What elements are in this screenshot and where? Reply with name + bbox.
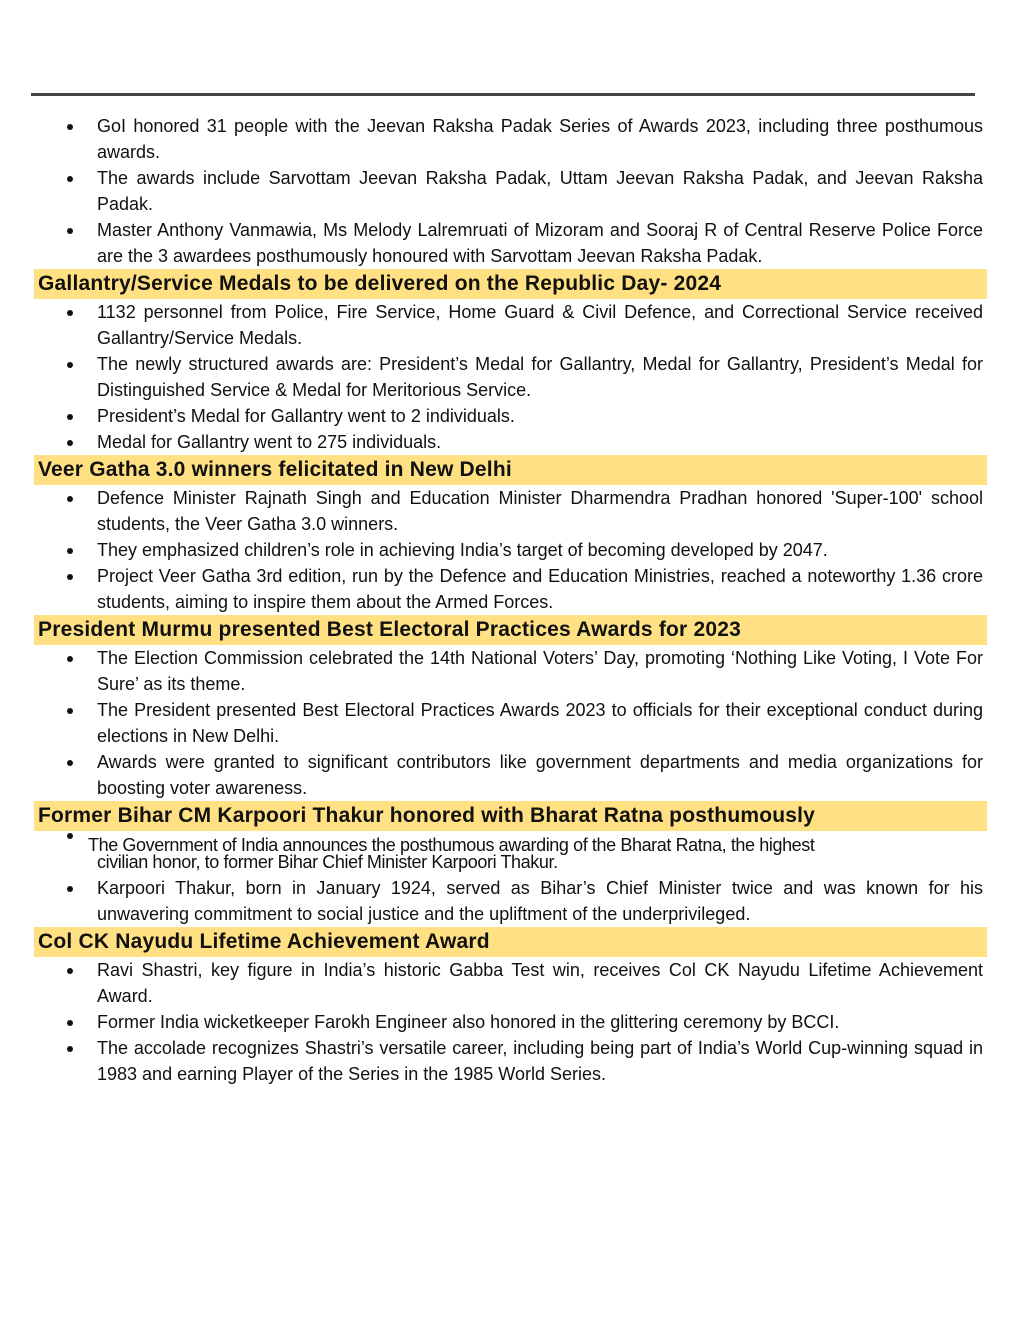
item-text: The Government of India announces the posthumous awarding of the Bharat Ratna, the highest <box>88 835 815 855</box>
item-text: The accolade recognizes Shastri’s versatile career, including being part of India’s World Cup-winning squad in 1983 and earning Player of the Series in the 1985 World Series. <box>97 1038 983 1084</box>
bullet-icon <box>67 708 73 714</box>
list-item <box>34 831 987 875</box>
bullet-icon <box>67 968 73 974</box>
list-item <box>34 299 987 351</box>
item-text: Defence Minister Rajnath Singh and Education Minister Dharmendra Pradhan honored 'Super-100' school students, the Veer Gatha 3.0 winners. <box>97 488 983 534</box>
list-item <box>34 645 987 697</box>
bullet-icon <box>67 414 73 420</box>
item-text: The President presented Best Electoral Practices Awards 2023 to officials for their exceptional conduct during elections in New Delhi. <box>97 700 983 746</box>
bullet-icon <box>67 833 73 839</box>
item-text: Project Veer Gatha 3rd edition, run by the Defence and Education Ministries, reached a noteworthy 1.36 crore students, aiming to inspire them about the Armed Forces. <box>97 566 983 612</box>
list-item <box>34 697 987 749</box>
item-text: They emphasized children’s role in achieving India’s target of becoming developed by 2047. <box>97 540 828 560</box>
bullet-icon <box>67 574 73 580</box>
bullet-icon <box>67 176 73 182</box>
bharat-ratna-list <box>34 831 987 927</box>
list-item <box>34 485 987 537</box>
item-text: President’s Medal for Gallantry went to 2 individuals. <box>97 406 515 426</box>
veer-gatha-list <box>34 485 987 615</box>
section-heading: President Murmu presented Best Electoral Practices Awards for 2023 <box>34 615 987 645</box>
bullet-icon <box>67 1020 73 1026</box>
bullet-icon <box>67 656 73 662</box>
item-text: GoI honored 31 people with the Jeevan Raksha Padak Series of Awards 2023, including three posthumous awards. <box>97 116 983 162</box>
item-text: Karpoori Thakur, born in January 1924, served as Bihar’s Chief Minister twice and was known for his unwavering commitment to social justice and the upliftment of the underprivileged. <box>97 878 983 924</box>
item-text: Awards were granted to significant contributors like government departments and media organizations for boosting voter awareness. <box>97 752 983 798</box>
list-item <box>34 403 987 429</box>
item-text: Medal for Gallantry went to 275 individuals. <box>97 432 442 452</box>
gallantry-list <box>34 299 987 455</box>
bullet-icon <box>67 362 73 368</box>
list-item <box>34 1035 987 1087</box>
list-item <box>34 165 987 217</box>
list-item <box>34 429 987 455</box>
document-body <box>34 113 987 1087</box>
header-rule <box>31 93 975 96</box>
list-item <box>34 351 987 403</box>
item-text: civilian honor, to former Bihar Chief Minister Karpoori Thakur. <box>97 852 558 872</box>
section-heading: Gallantry/Service Medals to be delivered on the Republic Day- 2024 <box>34 269 987 299</box>
bullet-icon <box>67 496 73 502</box>
list-item <box>34 957 987 1009</box>
bullet-icon <box>67 124 73 130</box>
item-text: Former India wicketkeeper Farokh Engineer also honored in the glittering ceremony by BCCI. <box>97 1012 840 1032</box>
jeevan-raksha-list <box>34 113 987 269</box>
bullet-icon <box>67 886 73 892</box>
section-heading: Col CK Nayudu Lifetime Achievement Award <box>34 927 987 957</box>
item-text: Ravi Shastri, key figure in India’s historic Gabba Test win, receives Col CK Nayudu Lifetime Achievement Award. <box>97 960 983 1006</box>
item-text: The Election Commission celebrated the 14th National Voters’ Day, promoting ‘Nothing Like Voting, I Vote For Sure’ as its theme. <box>97 648 983 694</box>
section-heading: Veer Gatha 3.0 winners felicitated in New Delhi <box>34 455 987 485</box>
list-item <box>34 749 987 801</box>
item-text: The awards include Sarvottam Jeevan Raksha Padak, Uttam Jeevan Raksha Padak, and Jeevan Raksha Padak. <box>97 168 983 214</box>
item-text: 1132 personnel from Police, Fire Service, Home Guard & Civil Defence, and Correctional Service received Gallantry/Service Medals. <box>97 302 983 348</box>
item-text: Master Anthony Vanmawia, Ms Melody Lalremruati of Mizoram and Sooraj R of Central Reserve Police Force are the 3 awardees posthumously honoured with Sarvottam Jeevan Raksha Padak. <box>97 220 983 266</box>
list-item <box>34 1009 987 1035</box>
bullet-icon <box>67 1046 73 1052</box>
bullet-icon <box>67 310 73 316</box>
list-item <box>34 563 987 615</box>
nayudu-award-list <box>34 957 987 1087</box>
electoral-list <box>34 645 987 801</box>
list-item <box>34 113 987 165</box>
list-item <box>34 875 987 927</box>
bullet-icon <box>67 548 73 554</box>
bullet-icon <box>67 228 73 234</box>
list-item <box>34 537 987 563</box>
list-item <box>34 217 987 269</box>
section-heading: Former Bihar CM Karpoori Thakur honored with Bharat Ratna posthumously <box>34 801 987 831</box>
item-text: The newly structured awards are: President’s Medal for Gallantry, Medal for Gallantry, President’s Medal for Distinguished Service & Medal for Meritorious Service. <box>97 354 983 400</box>
bullet-icon <box>67 760 73 766</box>
bullet-icon <box>67 440 73 446</box>
